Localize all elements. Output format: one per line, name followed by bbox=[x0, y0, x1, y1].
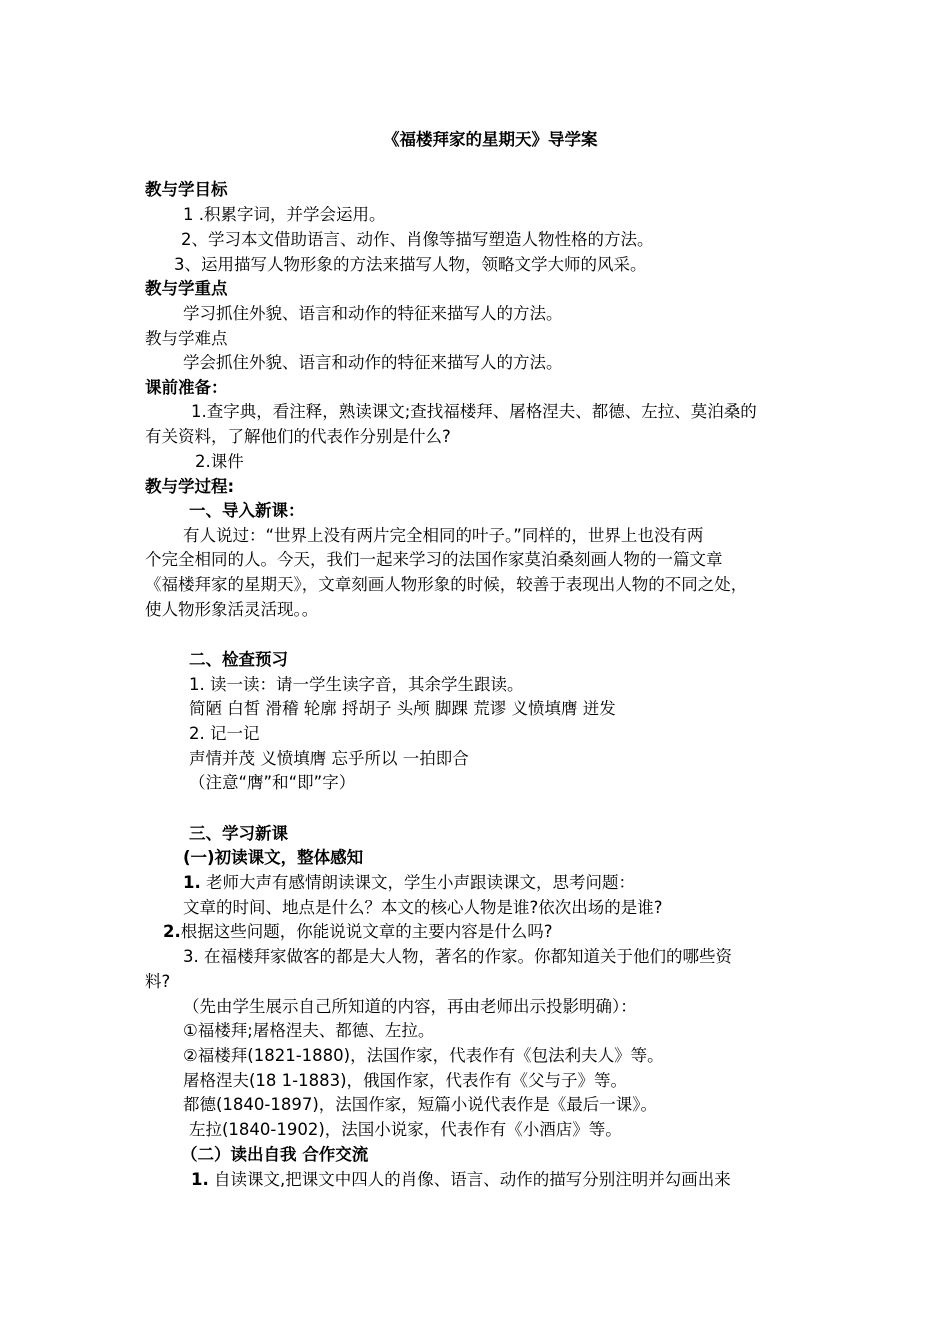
intro-paragraph-line: 有人说过：“世界上没有两片完全相同的叶子。”同样的，世界上也没有两 bbox=[183, 526, 704, 545]
part1-heading: (一)初读课文，整体感知 bbox=[183, 848, 364, 867]
new-lesson-heading: 三、学习新课 bbox=[189, 824, 288, 843]
preview-heading: 二、检查预习 bbox=[189, 650, 288, 669]
objective-item: 1 .积累字词，并学会运用。 bbox=[183, 205, 386, 224]
key-points-heading: 教与学重点 bbox=[145, 279, 228, 298]
answer-line: 屠格涅夫(18 1-1883)，俄国作家，代表作有《父与子》等。 bbox=[183, 1071, 628, 1090]
question-text: 在福楼拜家做客的都是大人物，著名的作家。你都知道关于他们的哪些资 bbox=[198, 947, 732, 966]
question-number: 2. bbox=[163, 922, 181, 941]
question-number: 3. bbox=[183, 947, 199, 966]
objective-item: 3、运用描写人物形象的方法来描写人物，领略文学大师的风采。 bbox=[174, 255, 647, 274]
question-1 bbox=[183, 871, 635, 895]
difficulties-heading: 教与学难点 bbox=[145, 329, 228, 348]
preparation-item: 2.课件 bbox=[195, 452, 244, 471]
question-2 bbox=[163, 920, 553, 944]
preparation-heading: 课前准备： bbox=[145, 378, 228, 397]
preview-remember-words: 声情并茂 义愤填膺 忘乎所以 一拍即合 bbox=[189, 749, 469, 768]
answer-line: 左拉(1840-1902)，法国小说家，代表作有《小酒店》等。 bbox=[189, 1120, 622, 1139]
preparation-item-continued: 有关资料，了解他们的代表作分别是什么? bbox=[145, 427, 451, 446]
process-heading: 教与学过程: bbox=[145, 477, 235, 496]
question-text: 根据这些问题，你能说说文章的主要内容是什么吗? bbox=[180, 922, 553, 941]
preview-note: （注意“膺”和“即”字） bbox=[189, 773, 356, 792]
part2-item bbox=[191, 1168, 731, 1192]
objective-item: 2、学习本文借助语言、动作、肖像等描写塑造人物性格的方法。 bbox=[181, 230, 654, 249]
question-3-continued: 料? bbox=[145, 972, 171, 991]
intro-heading: 一、导入新课： bbox=[189, 501, 305, 520]
document-title: 《福楼拜家的星期天》导学案 bbox=[383, 130, 598, 149]
intro-paragraph-line: 《福楼拜家的星期天》，文章刻画人物形象的时候，较善于表现出人物的不同之处， bbox=[145, 575, 748, 594]
question-text: 老师大声有感情朗读课文，学生小声跟读课文，思考问题： bbox=[200, 873, 635, 892]
preview-read-words: 简陋 白皙 滑稽 轮廓 捋胡子 头颅 脚踝 荒谬 义愤填膺 迸发 bbox=[189, 699, 616, 718]
answer-line: 都德(1840-1897)，法国作家，短篇小说代表作是《最后一课》。 bbox=[183, 1095, 658, 1114]
preparation-item: 1.查字典，看注释，熟读课文;查找福楼拜、屠格涅夫、都德、左拉、莫泊桑的 bbox=[191, 402, 757, 421]
preview-read-label: 1. 读一读：请一学生读字音，其余学生跟读。 bbox=[189, 675, 524, 694]
question-3-note: （先由学生展示自己所知道的内容，再由老师出示投影明确）： bbox=[183, 997, 637, 1016]
key-points-text: 学习抓住外貌、语言和动作的特征来描写人的方法。 bbox=[183, 304, 563, 323]
answer-line: ①福楼拜;屠格涅夫、都德、左拉。 bbox=[183, 1021, 435, 1040]
difficulties-text: 学会抓住外貌、语言和动作的特征来描写人的方法。 bbox=[183, 353, 563, 372]
part2-heading: （二）读出自我 合作交流 bbox=[181, 1145, 369, 1164]
question-1-detail: 文章的时间、地点是什么？本文的核心人物是谁?依次出场的是谁? bbox=[183, 898, 663, 917]
question-3 bbox=[183, 945, 732, 969]
preview-remember-label: 2. 记一记 bbox=[189, 724, 260, 743]
answer-line: ②福楼拜(1821-1880)，法国作家，代表作有《包法利夫人》等。 bbox=[183, 1046, 664, 1065]
intro-paragraph-line: 使人物形象活灵活现。。 bbox=[145, 600, 319, 619]
intro-paragraph-line: 个完全相同的人。今天，我们一起来学习的法国作家莫泊桑刻画人物的一篇文章 bbox=[145, 550, 723, 569]
item-number: 1. bbox=[191, 1170, 209, 1189]
item-text: 自读课文,把课文中四人的肖像、语言、动作的描写分别注明并勾画出来 bbox=[208, 1170, 731, 1189]
objectives-heading: 教与学目标 bbox=[145, 180, 228, 199]
question-number: 1. bbox=[183, 873, 201, 892]
